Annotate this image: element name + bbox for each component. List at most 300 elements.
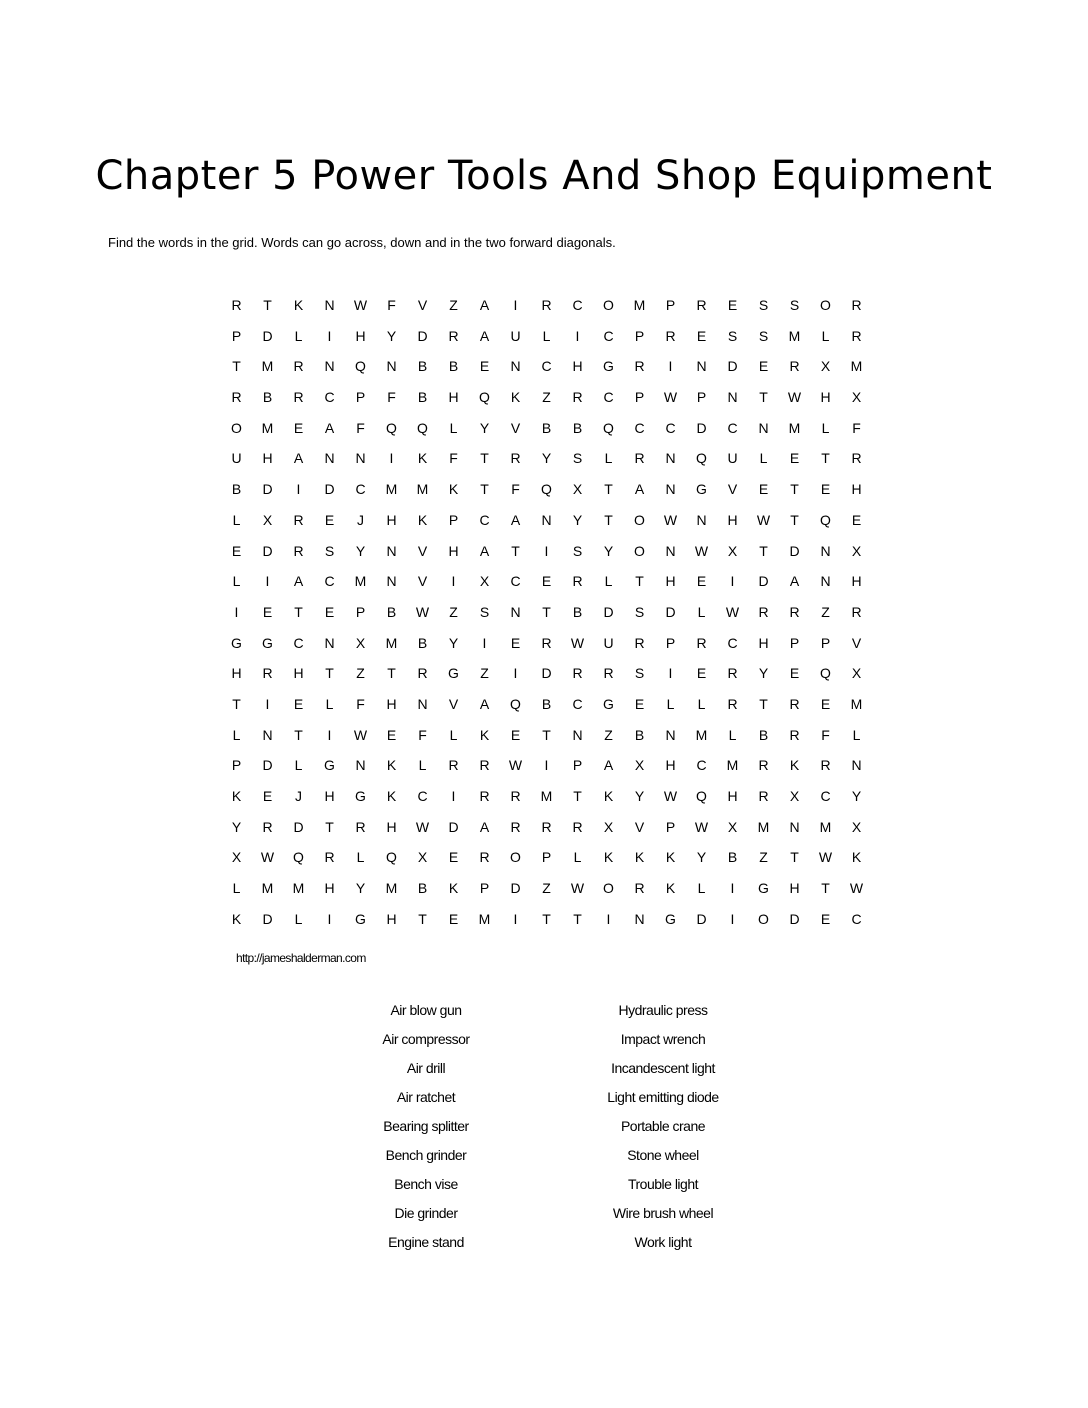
grid-letter: C [727,634,738,651]
grid-letter: F [387,389,396,406]
grid-letter: N [572,726,583,743]
grid-letter: K [665,880,676,897]
grid-letter: S [727,327,738,344]
grid-letter: G [696,481,707,498]
grid-letter: M [695,726,708,743]
grid-letter: R [293,542,304,559]
grid-letter: M [261,880,274,897]
grid-letter: H [820,389,831,406]
grid-letter: G [603,695,614,712]
grid-letter: O [634,511,645,528]
grid-letter: R [727,665,738,682]
grid-letter: R [789,695,800,712]
grid-letter: R [572,665,583,682]
grid-letter: T [480,450,489,467]
grid-letter: N [634,910,645,927]
grid-letter: Y [386,327,397,344]
grid-letter: X [634,757,645,774]
grid-letter: E [696,665,707,682]
grid-letter: Z [604,726,613,743]
grid-letter: Q [541,481,552,498]
grid-letter: G [231,634,242,651]
grid-letter: I [327,726,332,743]
grid-letter: C [479,511,490,528]
grid-letter: N [665,481,676,498]
grid-letter: N [324,358,335,375]
grid-letter: I [513,297,518,313]
grid-letter: N [665,726,676,743]
grid-letter: I [451,788,456,804]
grid-letter: A [510,511,521,528]
grid-letter: M [478,910,491,927]
grid-letter: R [510,450,521,467]
grid-letter: Q [603,419,614,436]
grid-letter: N [386,358,397,375]
grid-letter: U [510,327,521,344]
grid-letter: L [604,450,613,467]
grid-letter: T [635,573,644,590]
grid-letter: W [694,542,709,559]
grid-letter: R [820,757,831,774]
grid-letter: H [231,665,242,682]
grid-letter: I [606,910,611,927]
grid-letter: E [231,542,242,559]
grid-letter: G [665,910,676,927]
grid-letter: R [510,818,521,835]
grid-letter: P [696,389,707,406]
grid-letter: N [324,450,335,467]
grid-letter: U [603,634,614,651]
grid-letter: C [634,419,645,436]
grid-letter: B [417,389,428,406]
grid-letter: E [820,481,831,498]
grid-letter: I [730,573,735,590]
grid-letter: R [479,788,490,804]
grid-letter: T [790,849,799,866]
grid-letter: K [293,297,304,313]
word-list-item: Bench vise [394,1176,458,1192]
grid-letter: C [541,358,552,375]
grid-letter: B [541,419,552,436]
grid-letter: T [418,910,427,927]
grid-letter: H [448,542,459,559]
grid-letter: I [730,910,735,927]
grid-letter: I [730,880,735,897]
grid-letter: K [448,481,459,498]
word-list-item: Trouble light [627,1176,699,1192]
grid-letter: W [694,818,709,835]
grid-letter: Q [820,511,831,528]
grid-letter: Q [696,788,707,804]
grid-letter: D [665,603,676,620]
grid-letter: T [325,665,334,682]
grid-letter: A [479,695,490,712]
source-url: http://jameshalderman.com [236,951,366,965]
grid-letter: K [603,788,614,804]
grid-letter: C [324,573,335,590]
word-list-right [563,996,763,1257]
grid-letter: F [821,726,830,743]
grid-letter: R [851,297,862,313]
word-list-left [326,996,526,1257]
grid-letter: M [385,880,398,897]
grid-letter: P [448,511,459,528]
grid-letter: D [324,481,335,498]
grid-letter: T [542,726,551,743]
grid-letter: K [417,511,428,528]
grid-letter: N [789,818,800,835]
grid-letter: O [820,297,831,313]
grid-letter: I [513,665,518,682]
grid-letter: R [541,297,552,313]
grid-letter: M [540,788,553,804]
grid-letter: F [852,419,861,436]
grid-letter: X [727,542,738,559]
grid-letter: N [510,358,521,375]
grid-letter: D [603,603,614,620]
grid-letter: E [789,450,800,467]
grid-letter: H [324,788,335,804]
grid-letter: C [727,419,738,436]
grid-letter: E [448,910,459,927]
page-title: Chapter 5 Power Tools And Shop Equipment [95,153,993,199]
grid-letter: Y [231,818,242,835]
grid-letter: R [293,389,304,406]
grid-letter: T [232,358,241,375]
grid-letter: G [324,757,335,774]
grid-letter: T [263,297,272,313]
grid-letter: E [851,511,862,528]
grid-letter: S [479,603,490,620]
grid-letter: H [386,511,397,528]
grid-letter: Q [386,419,397,436]
grid-letter: N [355,450,366,467]
grid-letter: D [696,910,707,927]
grid-letter: N [665,450,676,467]
grid-letter: R [851,327,862,344]
grid-letter: P [665,818,676,835]
grid-letter: T [511,542,520,559]
grid-letter: T [387,665,396,682]
grid-letter: B [727,849,738,866]
grid-letter: R [231,389,242,406]
grid-letter: C [572,297,583,313]
grid-letter: T [790,481,799,498]
grid-letter: Y [572,511,583,528]
grid-letter: Q [355,358,366,375]
grid-letter: T [759,695,768,712]
grid-letter: D [758,573,769,590]
grid-letter: H [262,450,273,467]
grid-letter: B [231,481,242,498]
grid-letter: R [324,849,335,866]
grid-letter: U [727,450,738,467]
grid-letter: B [386,603,397,620]
grid-letter: P [479,880,490,897]
grid-letter: A [603,757,614,774]
grid-letter: M [850,358,863,375]
grid-letter: Y [355,542,366,559]
grid-letter: B [417,358,428,375]
grid-letter: L [356,849,365,866]
grid-letter: K [479,726,490,743]
grid-letter: N [386,573,397,590]
grid-letter: R [572,573,583,590]
grid-letter: H [572,358,583,375]
grid-letter: R [634,358,645,375]
grid-letter: E [479,358,490,375]
word-list-item: Stone wheel [627,1147,699,1163]
grid-letter: I [482,634,487,651]
grid-letter: I [265,573,270,590]
grid-letter: P [355,603,366,620]
word-list-item: Light emitting diode [607,1089,719,1105]
grid-letter: C [324,389,335,406]
grid-letter: X [851,665,862,682]
grid-letter: V [417,542,428,559]
grid-letter: H [851,481,862,498]
grid-letter: R [417,665,428,682]
grid-letter: E [386,726,397,743]
grid-letter: R [789,726,800,743]
grid-letter: Z [542,880,551,897]
grid-letter: Y [603,542,614,559]
grid-letter: M [757,818,770,835]
grid-letter: Y [541,450,552,467]
grid-letter: I [544,757,549,774]
grid-letter: D [510,880,521,897]
grid-letter: A [634,481,645,498]
grid-letter: N [510,603,521,620]
grid-letter: I [451,573,456,590]
grid-letter: D [262,910,273,927]
grid-letter: H [386,818,397,835]
grid-letter: D [448,818,459,835]
grid-letter: D [417,327,428,344]
grid-letter: H [758,634,769,651]
grid-letter: M [385,481,398,498]
grid-letter: N [727,389,738,406]
grid-letter: C [603,389,614,406]
grid-letter: I [575,327,580,344]
grid-letter: T [821,880,830,897]
grid-letter: N [324,297,335,313]
grid-letter: N [820,573,831,590]
grid-letter: I [234,603,239,620]
grid-letter: H [727,511,738,528]
grid-letter: F [356,695,365,712]
grid-letter: S [324,542,335,559]
grid-letter: T [542,910,551,927]
grid-letter: W [353,297,368,313]
grid-letter: F [387,297,396,313]
grid-letter: W [260,849,275,866]
grid-letter: F [356,419,365,436]
grid-letter: Q [479,389,490,406]
grid-letter: E [510,634,521,651]
grid-letter: F [418,726,427,743]
grid-letter: D [541,665,552,682]
grid-letter: B [758,726,769,743]
grid-letter: R [448,757,459,774]
grid-letter: A [293,450,304,467]
grid-letter: S [572,450,583,467]
instructions: Find the words in the grid. Words can go across, down and in the two forward diagonals. [108,235,616,250]
grid-letter: U [231,450,242,467]
grid-letter: A [324,419,335,436]
grid-letter: R [262,665,273,682]
grid-letter: H [324,880,335,897]
grid-letter: F [511,481,520,498]
grid-letter: I [513,910,518,927]
grid-letter: L [232,880,241,897]
grid-letter: E [262,603,273,620]
grid-letter: X [417,849,428,866]
grid-letter: I [389,450,394,467]
grid-letter: K [386,757,397,774]
grid-letter: Y [448,634,459,651]
grid-letter: N [851,757,862,774]
grid-letter: L [821,327,830,344]
word-list-item: Wire brush wheel [612,1205,714,1221]
grid-letter: C [665,419,676,436]
grid-letter: X [479,573,490,590]
grid-letter: P [572,757,583,774]
grid-letter: G [262,634,273,651]
grid-letter: X [851,818,862,835]
word-list-item: Work light [634,1234,692,1250]
grid-letter: D [727,358,738,375]
grid-letter: C [820,788,831,804]
grid-letter: S [789,297,800,313]
word-list-item: Portable crane [620,1118,706,1134]
word-list-item: Bearing splitter [383,1118,469,1134]
grid-letter: L [418,757,427,774]
grid-letter: W [787,389,802,406]
grid-letter: R [572,818,583,835]
grid-letter: E [510,726,521,743]
grid-letter: J [357,511,364,528]
grid-letter: V [851,634,862,651]
grid-letter: E [820,695,831,712]
grid-letter: K [634,849,645,866]
grid-letter: R [851,603,862,620]
grid-letter: W [415,603,430,620]
grid-letter: Z [542,389,551,406]
grid-letter: L [232,573,241,590]
grid-letter: Y [758,665,769,682]
grid-letter: H [665,573,676,590]
grid-letter: P [231,327,242,344]
grid-letter: C [603,327,614,344]
grid-letter: A [479,327,490,344]
grid-letter: L [449,419,458,436]
grid-letter: Q [820,665,831,682]
grid-letter: Q [293,849,304,866]
grid-letter: L [294,757,303,774]
grid-letter: I [544,542,549,559]
grid-letter: Y [355,880,366,897]
grid-letter: B [541,695,552,712]
grid-letter: W [725,603,740,620]
grid-letter: L [759,450,768,467]
grid-letter: R [293,358,304,375]
grid-letter: W [663,511,678,528]
grid-letter: K [789,757,800,774]
grid-letter: M [416,481,429,498]
grid-letter: A [479,542,490,559]
grid-letter: R [231,297,242,313]
grid-letter: E [634,695,645,712]
grid-letter: O [603,297,614,313]
grid-letter: Y [696,849,707,866]
grid-letter: V [448,695,459,712]
grid-letter: L [852,726,861,743]
grid-letter: R [572,389,583,406]
grid-letter: M [819,818,832,835]
grid-letter: Q [696,450,707,467]
grid-letter: L [666,695,675,712]
grid-letter: K [231,910,242,927]
grid-letter: X [727,818,738,835]
grid-letter: L [294,327,303,344]
word-list-item: Air ratchet [396,1089,456,1105]
grid-letter: I [327,910,332,927]
grid-letter: A [479,818,490,835]
grid-letter: Q [510,695,521,712]
grid-letter: T [573,910,582,927]
grid-letter: S [634,665,645,682]
grid-letter: Y [851,788,862,804]
grid-letter: C [851,910,862,927]
grid-letter: E [696,573,707,590]
grid-letter: T [232,695,241,712]
grid-letter: E [541,573,552,590]
grid-letter: K [386,788,397,804]
grid-letter: M [261,358,274,375]
grid-letter: H [851,573,862,590]
grid-letter: R [758,603,769,620]
grid-letter: R [293,511,304,528]
grid-letter: W [353,726,368,743]
grid-letter: K [231,788,242,804]
grid-letter: P [541,849,552,866]
grid-letter: V [417,573,428,590]
grid-letter: X [262,511,273,528]
grid-letter: K [603,849,614,866]
grid-letter: P [231,757,242,774]
grid-letter: L [232,511,241,528]
grid-letter: G [355,788,366,804]
grid-letter: V [510,419,521,436]
grid-letter: C [572,695,583,712]
grid-letter: M [850,695,863,712]
grid-letter: K [510,389,521,406]
grid-letter: H [293,665,304,682]
word-list-item: Impact wrench [620,1031,706,1047]
grid-letter: L [697,880,706,897]
grid-letter: G [448,665,459,682]
grid-letter: M [261,419,274,436]
grid-letter: X [231,849,242,866]
word-list-item: Air drill [406,1060,446,1076]
grid-letter: R [758,757,769,774]
grid-letter: L [325,695,334,712]
grid-letter: P [820,634,831,651]
grid-letter: N [262,726,273,743]
grid-letter: R [727,695,738,712]
grid-letter: O [231,419,242,436]
